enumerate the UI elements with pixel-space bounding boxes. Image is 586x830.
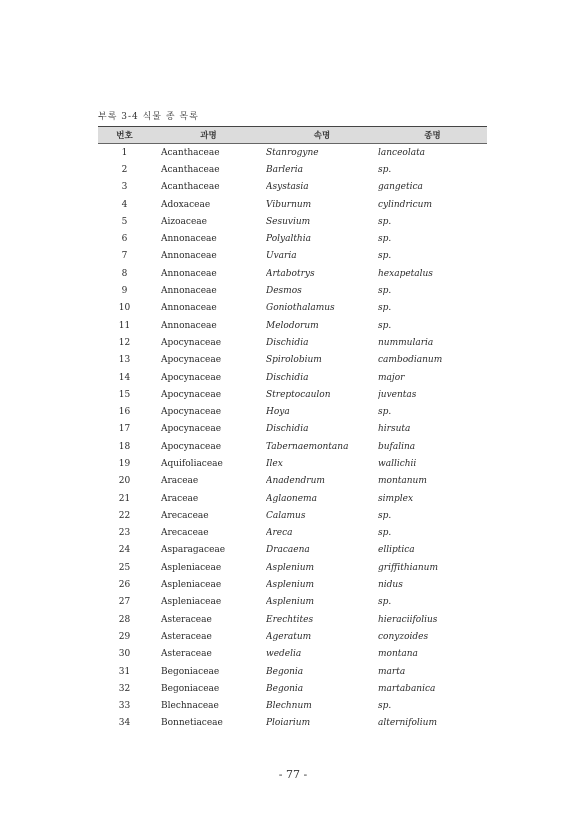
cell-species: sp.	[378, 286, 392, 297]
cell-number: 17	[118, 424, 131, 435]
cell-species: major	[378, 372, 405, 383]
cell-family: Aspleniaceae	[161, 562, 222, 573]
cell-number: 4	[121, 199, 128, 210]
cell-genus: Asplenium	[266, 562, 315, 573]
table-row	[98, 282, 487, 299]
cell-family: Annonaceae	[161, 251, 217, 262]
cell-species: elliptica	[378, 545, 415, 556]
cell-family: Annonaceae	[161, 268, 217, 279]
cell-number: 26	[118, 580, 131, 591]
cell-family: Asparagaceae	[161, 545, 226, 556]
cell-family: Asteraceae	[161, 631, 212, 642]
cell-number: 18	[118, 441, 131, 452]
cell-genus: Barleria	[266, 164, 304, 175]
cell-number: 27	[118, 597, 131, 608]
cell-number: 30	[118, 649, 131, 660]
cell-number: 34	[118, 718, 131, 729]
cell-genus: Artabotrys	[266, 268, 315, 279]
table-row	[98, 179, 487, 196]
table-row	[98, 386, 487, 403]
header-number: 번호	[98, 127, 151, 144]
cell-genus: Ageratum	[266, 631, 312, 642]
cell-genus: Goniothalamus	[266, 303, 335, 314]
cell-family: Aspleniaceae	[161, 597, 222, 608]
table-row	[98, 352, 487, 369]
table-row	[98, 300, 487, 317]
cell-genus: Desmos	[266, 286, 302, 297]
cell-genus: Calamus	[266, 510, 306, 521]
cell-species: conyzoides	[378, 631, 429, 642]
cell-genus: Asplenium	[266, 580, 315, 591]
cell-genus: Viburnum	[266, 199, 312, 210]
header-species: 종명	[378, 127, 487, 144]
cell-species: cambodianum	[378, 355, 443, 366]
cell-family: Annonaceae	[161, 234, 217, 245]
cell-number: 7	[121, 251, 128, 262]
cell-family: Annonaceae	[161, 303, 217, 314]
cell-number: 8	[121, 268, 128, 279]
table-row	[98, 559, 487, 576]
cell-number: 3	[121, 182, 128, 193]
table-row	[98, 438, 487, 455]
cell-number: 13	[118, 355, 131, 366]
cell-number: 2	[121, 164, 128, 175]
cell-family: Aizoaceae	[161, 216, 207, 227]
cell-genus: Begonia	[266, 666, 304, 677]
cell-genus: Blechnum	[266, 701, 312, 712]
cell-number: 6	[121, 234, 128, 245]
cell-species: alternifolium	[378, 718, 438, 729]
species-table	[98, 126, 487, 732]
cell-species: juventas	[378, 389, 417, 400]
cell-number: 14	[118, 372, 131, 383]
cell-family: Apocynaceae	[161, 441, 222, 452]
table-row	[98, 403, 487, 420]
table-body	[98, 144, 487, 733]
cell-genus: Dischidia	[266, 337, 309, 348]
cell-number: 5	[121, 216, 128, 227]
cell-genus: Streptocaulon	[266, 389, 331, 400]
table-row	[98, 525, 487, 542]
cell-species: bufalina	[378, 441, 416, 452]
cell-number: 29	[118, 631, 131, 642]
cell-family: Apocynaceae	[161, 424, 222, 435]
table-row	[98, 715, 487, 732]
table-row	[98, 248, 487, 265]
cell-species: sp.	[378, 320, 392, 331]
cell-genus: Dracaena	[266, 545, 310, 556]
table-row	[98, 663, 487, 680]
table-row	[98, 334, 487, 351]
cell-family: Begoniaceae	[161, 683, 220, 694]
cell-species: sp.	[378, 216, 392, 227]
cell-family: Araceae	[161, 476, 199, 487]
cell-species: nummularia	[378, 337, 434, 348]
table-row	[98, 421, 487, 438]
cell-species: nidus	[378, 580, 403, 591]
cell-genus: Aglaonema	[266, 493, 317, 504]
table-row	[98, 213, 487, 230]
cell-family: Bonnetiaceae	[161, 718, 223, 729]
page-number: - 77 -	[278, 768, 308, 781]
cell-genus: Tabernaemontana	[266, 441, 349, 452]
cell-family: Aquifoliaceae	[161, 458, 223, 469]
cell-family: Aspleniaceae	[161, 580, 222, 591]
cell-family: Arecaceae	[161, 528, 209, 539]
cell-species: cylindricum	[378, 199, 432, 210]
table-row	[98, 646, 487, 663]
table-row	[98, 611, 487, 628]
cell-species: sp.	[378, 528, 392, 539]
cell-number: 22	[118, 510, 131, 521]
table-row	[98, 144, 487, 162]
cell-family: Asteraceae	[161, 614, 212, 625]
table-row	[98, 628, 487, 645]
cell-genus: Erechtites	[266, 614, 314, 625]
cell-genus: Dischidia	[266, 372, 309, 383]
cell-species: sp.	[378, 251, 392, 262]
table-row	[98, 490, 487, 507]
cell-family: Arecaceae	[161, 510, 209, 521]
cell-number: 16	[118, 407, 131, 418]
cell-number: 31	[118, 666, 131, 677]
cell-family: Apocynaceae	[161, 389, 222, 400]
cell-number: 15	[118, 389, 131, 400]
cell-species: hieraciifolius	[378, 614, 438, 625]
cell-genus: Polyalthia	[266, 234, 311, 245]
cell-family: Apocynaceae	[161, 372, 222, 383]
cell-family: Acanthaceae	[161, 164, 220, 175]
table-row	[98, 542, 487, 559]
cell-family: Annonaceae	[161, 286, 217, 297]
cell-number: 10	[118, 303, 131, 314]
cell-number: 32	[118, 683, 131, 694]
cell-species: sp.	[378, 164, 392, 175]
cell-number: 21	[118, 493, 131, 504]
cell-number: 11	[118, 320, 131, 331]
cell-genus: Hoya	[266, 407, 290, 418]
cell-number: 28	[118, 614, 131, 625]
cell-number: 9	[121, 286, 128, 297]
table-row	[98, 507, 487, 524]
cell-species: sp.	[378, 407, 392, 418]
cell-family: Annonaceae	[161, 320, 217, 331]
cell-species: marta	[378, 666, 406, 677]
cell-genus: Anadendrum	[266, 476, 325, 487]
cell-number: 19	[118, 458, 131, 469]
cell-genus: Begonia	[266, 683, 304, 694]
table-row	[98, 317, 487, 334]
cell-genus: Ilex	[266, 458, 283, 469]
cell-species: gangetica	[378, 182, 423, 193]
cell-species: simplex	[378, 493, 414, 504]
cell-species: montana	[378, 649, 418, 660]
cell-species: wallichii	[378, 458, 417, 469]
table-row	[98, 594, 487, 611]
cell-genus: Spirolobium	[266, 355, 322, 366]
cell-genus: wedelia	[266, 649, 302, 660]
table-row	[98, 698, 487, 715]
cell-genus: Dischidia	[266, 424, 309, 435]
cell-species: martabanica	[378, 683, 436, 694]
table-row	[98, 369, 487, 386]
table-header	[98, 127, 487, 144]
cell-genus: Stanrogyne	[266, 147, 319, 158]
cell-family: Apocynaceae	[161, 337, 222, 348]
cell-number: 33	[118, 701, 131, 712]
cell-species: montanum	[378, 476, 427, 487]
table-caption: 부록 3-4 식물 종 목록	[98, 112, 199, 122]
table-row	[98, 455, 487, 472]
cell-species: sp.	[378, 701, 392, 712]
cell-family: Apocynaceae	[161, 407, 222, 418]
cell-family: Araceae	[161, 493, 199, 504]
cell-family: Adoxaceae	[161, 199, 211, 210]
table-row	[98, 196, 487, 213]
cell-genus: Asystasia	[266, 182, 309, 193]
cell-genus: Melodorum	[266, 320, 319, 331]
cell-species: hexapetalus	[378, 268, 433, 279]
cell-family: Acanthaceae	[161, 147, 220, 158]
cell-family: Asteraceae	[161, 649, 212, 660]
cell-family: Blechnaceae	[161, 701, 219, 712]
cell-species: lanceolata	[378, 147, 426, 158]
cell-number: 24	[118, 545, 131, 556]
cell-number: 25	[118, 562, 131, 573]
cell-genus: Areca	[266, 528, 293, 539]
cell-species: sp.	[378, 510, 392, 521]
table-row	[98, 161, 487, 178]
cell-genus: Asplenium	[266, 597, 315, 608]
cell-family: Begoniaceae	[161, 666, 220, 677]
cell-number: 1	[121, 147, 128, 158]
cell-species: hirsuta	[378, 424, 411, 435]
cell-genus: Uvaria	[266, 251, 297, 262]
cell-number: 23	[118, 528, 131, 539]
cell-species: griffithianum	[378, 562, 438, 573]
table-row	[98, 680, 487, 697]
header-family: 과명	[151, 127, 266, 144]
table-row	[98, 473, 487, 490]
cell-family: Apocynaceae	[161, 355, 222, 366]
cell-species: sp.	[378, 234, 392, 245]
table-row	[98, 576, 487, 593]
cell-family: Acanthaceae	[161, 182, 220, 193]
cell-genus: Sesuvium	[266, 216, 311, 227]
table-row	[98, 265, 487, 282]
cell-species: sp.	[378, 303, 392, 314]
cell-number: 20	[118, 476, 131, 487]
cell-number: 12	[118, 337, 131, 348]
header-genus: 속명	[266, 127, 378, 144]
table-row	[98, 230, 487, 247]
cell-genus: Ploiarium	[266, 718, 311, 729]
cell-species: sp.	[378, 597, 392, 608]
